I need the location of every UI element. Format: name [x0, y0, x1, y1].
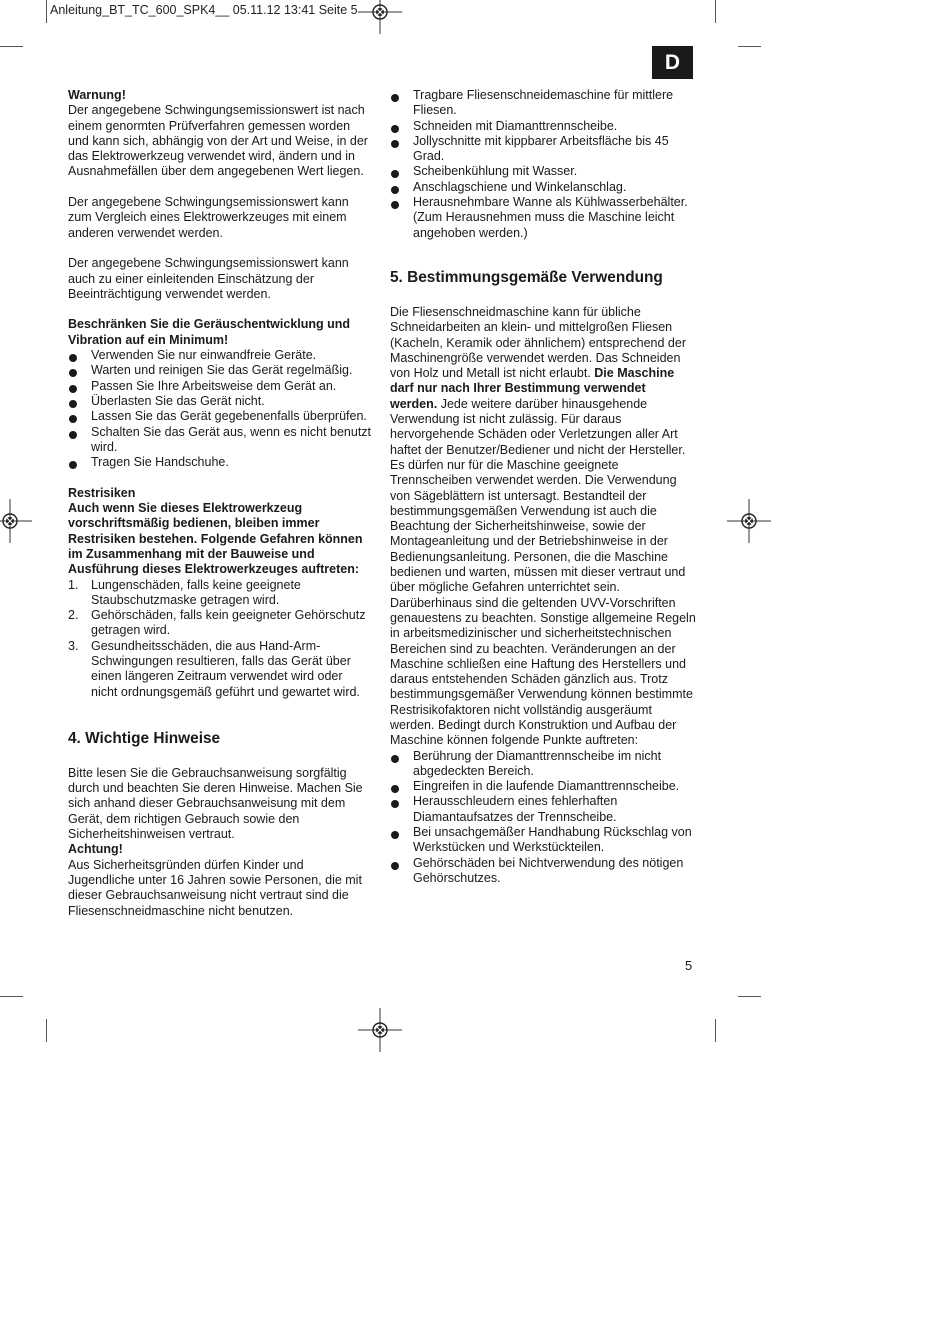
- right-column: [390, 88, 696, 902]
- list-item: [68, 639, 372, 700]
- list-number: 3.: [68, 638, 79, 653]
- attention-title: Achtung!: [68, 842, 123, 857]
- section-5-text: [390, 305, 696, 749]
- crop-mark: [0, 46, 23, 47]
- section-4-text: Bitte lesen Sie die Gebrauchsanweisung sorgfältig durch und beachten Sie deren Hinweise. Machen Sie sich anhand dieser Gebrauchsanweisung mit dem Gerät, dem richtigen Gebrauch sowie den Sicherheitshinweisen vertraut.: [68, 765, 363, 842]
- list-text: Gesundheitsschäden, die aus Hand-Arm-Schwingungen resultieren, falls das Gerät über einen längeren Zeitraum verwendet wird oder nicht ordnungsgemäß geführt und gewartet wird.: [91, 638, 360, 699]
- list-item: [68, 578, 372, 609]
- list-item: Jollyschnitte mit kippbarer Arbeitsfläche bis 45 Grad.: [390, 134, 696, 165]
- list-item: Berührung der Diamanttrennscheibe im nicht abgedeckten Bereich.: [390, 749, 696, 780]
- list-item: Schneiden mit Diamanttrennscheibe.: [390, 119, 696, 134]
- list-item: Verwenden Sie nur einwandfreie Geräte.: [68, 348, 372, 363]
- left-column: [68, 88, 372, 919]
- list-item: Bei unsachgemäßer Handhabung Rückschlag von Werkstücken und Werkstückteilen.: [390, 825, 696, 856]
- list-item: Herausschleudern eines fehlerhaften Diamantaufsatzes der Trennscheibe.: [390, 794, 696, 825]
- list-item: Gehörschäden bei Nichtverwendung des nötigen Gehörschutzes.: [390, 856, 696, 887]
- registration-mark-icon: [358, 0, 402, 34]
- limit-list: [68, 348, 372, 470]
- warning-title: Warnung!: [68, 88, 126, 102]
- list-number: 2.: [68, 608, 79, 623]
- paragraph: Der angegebene Schwingungsemissionswert kann auch zu einer einleitenden Einschätzung der Beeinträchtigung verwendet werden.: [68, 256, 349, 301]
- list-item: Überlasten Sie das Gerät nicht.: [68, 394, 372, 409]
- hazard-list: [390, 749, 696, 887]
- risk-intro: Auch wenn Sie dieses Elektrowerkzeug vorschriftsmäßig bedienen, bleiben immer Restrisiken bestehen. Folgende Gefahren können im Zusammenhang mit der Bauweise und Ausführung dieses Elektrowerkzeuges auftreten:: [68, 501, 363, 577]
- registration-mark-icon: [0, 499, 32, 543]
- list-item: Anschlagschiene und Winkelanschlag.: [390, 180, 696, 195]
- list-item: Passen Sie Ihre Arbeitsweise dem Gerät an.: [68, 379, 372, 394]
- list-text: Gehörschäden, falls kein geeigneter Gehörschutz getragen wird.: [91, 608, 366, 638]
- language-tab: D: [652, 46, 693, 79]
- crop-mark: [738, 46, 761, 47]
- crop-mark: [46, 1019, 47, 1042]
- list-item: Lassen Sie das Gerät gegebenenfalls überprüfen.: [68, 409, 372, 424]
- crop-mark: [46, 0, 47, 23]
- list-item: Tragen Sie Handschuhe.: [68, 455, 372, 470]
- paragraph: Der angegebene Schwingungsemissionswert kann zum Vergleich eines Elektrowerkzeuges mit einem anderen verwendet werden.: [68, 195, 349, 240]
- registration-mark-icon: [358, 1008, 402, 1052]
- list-item: Schalten Sie das Gerät aus, wenn es nicht benutzt wird.: [68, 425, 372, 456]
- risk-list: [68, 578, 372, 700]
- section-5-heading: 5. Bestimmungsgemäße Verwendung: [390, 268, 663, 286]
- limit-title: Beschränken Sie die Geräuschentwicklung und Vibration auf ein Minimum!: [68, 317, 351, 347]
- list-number: 1.: [68, 577, 79, 592]
- section-5-text-a: Die Fliesenschneidmaschine kann für übliche Schneidarbeiten an klein- und mittelgroßen Fliesen (Kacheln, Keramik oder ähnlichem) entsprechend der Maschinengröße verwendet werden. Das Schneiden von Holz und Metall ist nicht erlaubt.: [390, 304, 686, 381]
- section-5-bold: Die Maschine darf nur nach Ihrer Bestimmung verwendet werden.: [390, 366, 675, 411]
- risk-title: Restrisiken: [68, 485, 136, 500]
- section-5-text-b: Jede weitere darüber hinausgehende Verwendung ist nicht zulässig. Für daraus hervorgehende Schäden oder Verletzungen aller Art haftet der Benutzer/Bediener und nicht der Hersteller. Es dürfen nur für die Maschine geeignete Trennscheiben verwendet werden. Die Verwendung von Sägeblättern ist untersagt. Bestandteil der bestimmungsgemäßen Verwendung ist auch die Beachtung der Sicherheitshinweise, sowie der Montageanleitung und der Betriebshinweise in der Bedienungsanleitung. Personen, die die Maschine bedienen und warten, müssen mit dieser vertraut und über mögliche Gefahren unterrichtet sein. Darüberhinaus sind die geltenden UVV-Vorschriften genauestens zu beachten. Sonstige allgemeine Regeln in arbeitsmedizinischer und sicherheitstechnischen Bereichen sind zu beachten. Veränderungen an der Maschine schließen eine Haftung des Herstellers und daraus entstehenden Schäden gänzlich aus. Trotz bestimmungsgemäßer Verwendung können bestimmte Restrisikofaktoren nicht vollständig ausgeräumt werden. Bedingt durch Konstruktion und Aufbau der Maschine können folgende Punkte auftreten:: [390, 396, 696, 748]
- list-item: Eingreifen in die laufende Diamanttrennscheibe.: [390, 779, 696, 794]
- list-item: Scheibenkühlung mit Wasser.: [390, 164, 696, 179]
- crop-mark: [715, 0, 716, 23]
- crop-mark: [715, 1019, 716, 1042]
- page-number: 5: [685, 958, 693, 973]
- list-item: Warten und reinigen Sie das Gerät regelmäßig.: [68, 363, 372, 378]
- crop-mark: [738, 996, 761, 997]
- crop-mark: [0, 996, 23, 997]
- warning-text: Der angegebene Schwingungsemissionswert ist nach einem genormten Prüfverfahren gemessen worden und kann sich, abhängig von der Art und Weise, in der das Elektrowerkzeug verwendet wird, ändern und in Ausnahmefällen über dem angegebenen Wert liegen.: [68, 103, 368, 179]
- section-4-heading: 4. Wichtige Hinweise: [68, 729, 221, 747]
- list-item: Tragbare Fliesenschneidemaschine für mittlere Fliesen.: [390, 88, 696, 119]
- print-slug: Anleitung_BT_TC_600_SPK4__ 05.11.12 13:41 Seite 5: [50, 3, 358, 17]
- list-text: Lungenschäden, falls keine geeignete Staubschutzmaske getragen wird.: [91, 577, 301, 607]
- registration-mark-icon: [727, 499, 771, 543]
- feature-list: [390, 88, 696, 241]
- list-item: Herausnehmbare Wanne als Kühlwasserbehälter. (Zum Herausnehmen muss die Maschine leicht angehoben werden.): [390, 195, 696, 241]
- attention-text: Aus Sicherheitsgründen dürfen Kinder und Jugendliche unter 16 Jahren sowie Personen, die mit dieser Gebrauchsanweisung nicht vertraut sind die Fliesenschneidmaschine nicht benutzen.: [68, 857, 362, 918]
- list-item: [68, 608, 372, 639]
